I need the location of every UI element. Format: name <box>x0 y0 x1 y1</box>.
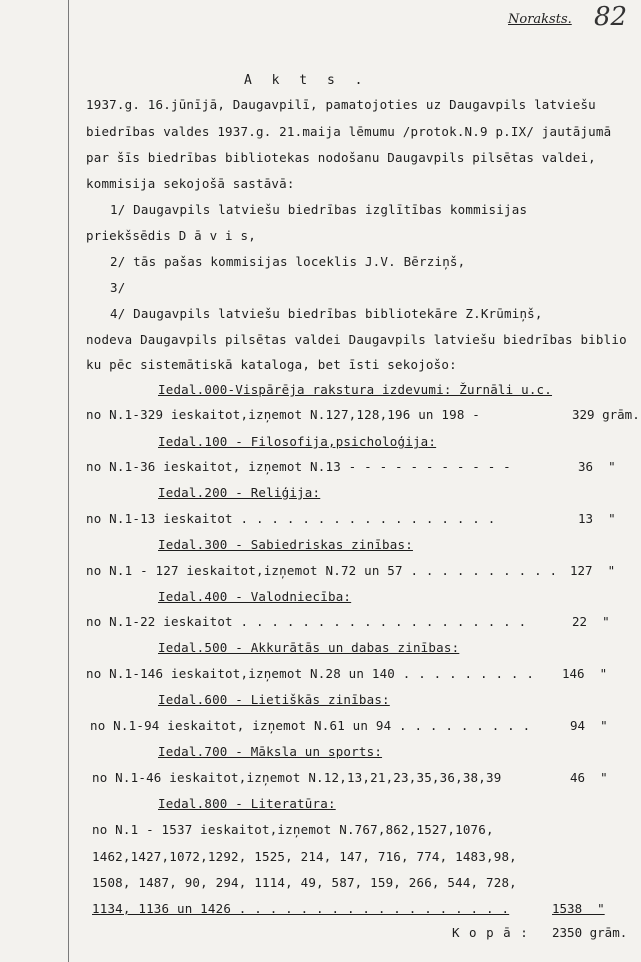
commission-member: 3/ <box>110 280 126 295</box>
page-number: 82 <box>594 2 628 32</box>
intro-line: kommisija sekojošā sastāvā: <box>86 176 295 191</box>
copy-stamp: Noraksts. <box>508 12 572 27</box>
section-amount: 46 " <box>570 770 608 785</box>
section-amount: 13 " <box>578 511 616 526</box>
intro-line: 1937.g. 16.jūnījā, Daugavpilī, pamatojoties uz Daugavpils latviešu <box>86 97 596 112</box>
literature-continuation: 1134, 1136 un 1426 . . . . . . . . . . . . . . . . . . <box>92 901 510 916</box>
literature-continuation: 1462,1427,1072,1292, 1525, 214, 147, 716, 774, 1483,98, <box>92 849 517 864</box>
total-label: K o p ā : <box>452 925 529 940</box>
section-line: no N.1-13 ieskaitot . . . . . . . . . . . . . . . . . <box>86 511 496 526</box>
intro-line: par šīs biedrības bibliotekas nodošanu Daugavpils pilsētas valdei, <box>86 150 596 165</box>
section-heading: Iedal.700 - Māksla un sports: <box>158 744 383 759</box>
commission-member: 1/ Daugavpils latviešu biedrības izglītības kommisijas <box>110 202 528 217</box>
literature-amount: 1538 " <box>552 901 605 916</box>
section-line: no N.1 - 1537 ieskaitot,izņemot N.767,862,1527,1076, <box>92 822 494 837</box>
section-heading: Iedal.400 - Valodniecība: <box>158 589 352 604</box>
total-amount: 2350 grām. <box>552 925 628 940</box>
transfer-text: ku pēc sistemātiskā kataloga, bet īsti sekojošo: <box>86 357 457 372</box>
section-amount: 94 " <box>570 718 608 733</box>
document-title: A k t s . <box>244 73 369 88</box>
commission-member: 2/ tās pašas kommisijas loceklis J.V. Bērziņš, <box>110 254 466 269</box>
section-amount: 36 " <box>578 459 616 474</box>
literature-continuation: 1508, 1487, 90, 294, 1114, 49, 587, 159, 266, 544, 728, <box>92 875 517 890</box>
commission-member: 4/ Daugavpils latviešu biedrības bibliotekāre Z.Krūmiņš, <box>110 306 543 321</box>
section-line: no N.1-22 ieskaitot . . . . . . . . . . . . . . . . . . . <box>86 614 527 629</box>
commission-member: priekšsēdis D ā v i s, <box>86 228 256 243</box>
section-heading: Iedal.800 - Literatūra: <box>158 796 336 811</box>
section-line: no N.1-46 ieskaitot,izņemot N.12,13,21,23,35,36,38,39 <box>92 770 502 785</box>
section-heading: Iedal.200 - Reliģija: <box>158 485 321 500</box>
section-heading: Iedal.000-Vispārēja rakstura izdevumi: Žurnāli u.c. <box>158 382 553 397</box>
section-line: no N.1-146 ieskaitot,izņemot N.28 un 140 . . . . . . . . . <box>86 666 535 681</box>
section-amount: 22 " <box>572 614 610 629</box>
section-amount: 329 grām. <box>572 407 640 422</box>
section-line: no N.1-94 ieskaitot, izņemot N.61 un 94 . . . . . . . . . <box>90 718 531 733</box>
transfer-text: nodeva Daugavpils pilsētas valdei Daugavpils latviešu biedrības biblio <box>86 332 627 347</box>
section-heading: Iedal.600 - Lietiškās zinības: <box>158 692 390 707</box>
section-heading: Iedal.100 - Filosofija,psicholoģija: <box>158 434 437 449</box>
intro-line: biedrības valdes 1937.g. 21.maija lēmumu /protok.N.9 p.IX/ jautājumā <box>86 124 612 139</box>
section-line: no N.1-36 ieskaitot, izņemot N.13 - - - - - - - - - - - <box>86 459 511 474</box>
section-amount: 146 " <box>562 666 608 681</box>
margin-line <box>68 0 69 962</box>
section-heading: Iedal.300 - Sabiedriskas zinības: <box>158 537 413 552</box>
section-amount: 127 " <box>570 563 616 578</box>
section-heading: Iedal.500 - Akkurātās un dabas zinības: <box>158 640 460 655</box>
section-line: no N.1 - 127 ieskaitot,izņemot N.72 un 57 . . . . . . . . . . <box>86 563 558 578</box>
section-line: no N.1-329 ieskaitot,izņemot N.127,128,196 un 198 - <box>86 407 481 422</box>
